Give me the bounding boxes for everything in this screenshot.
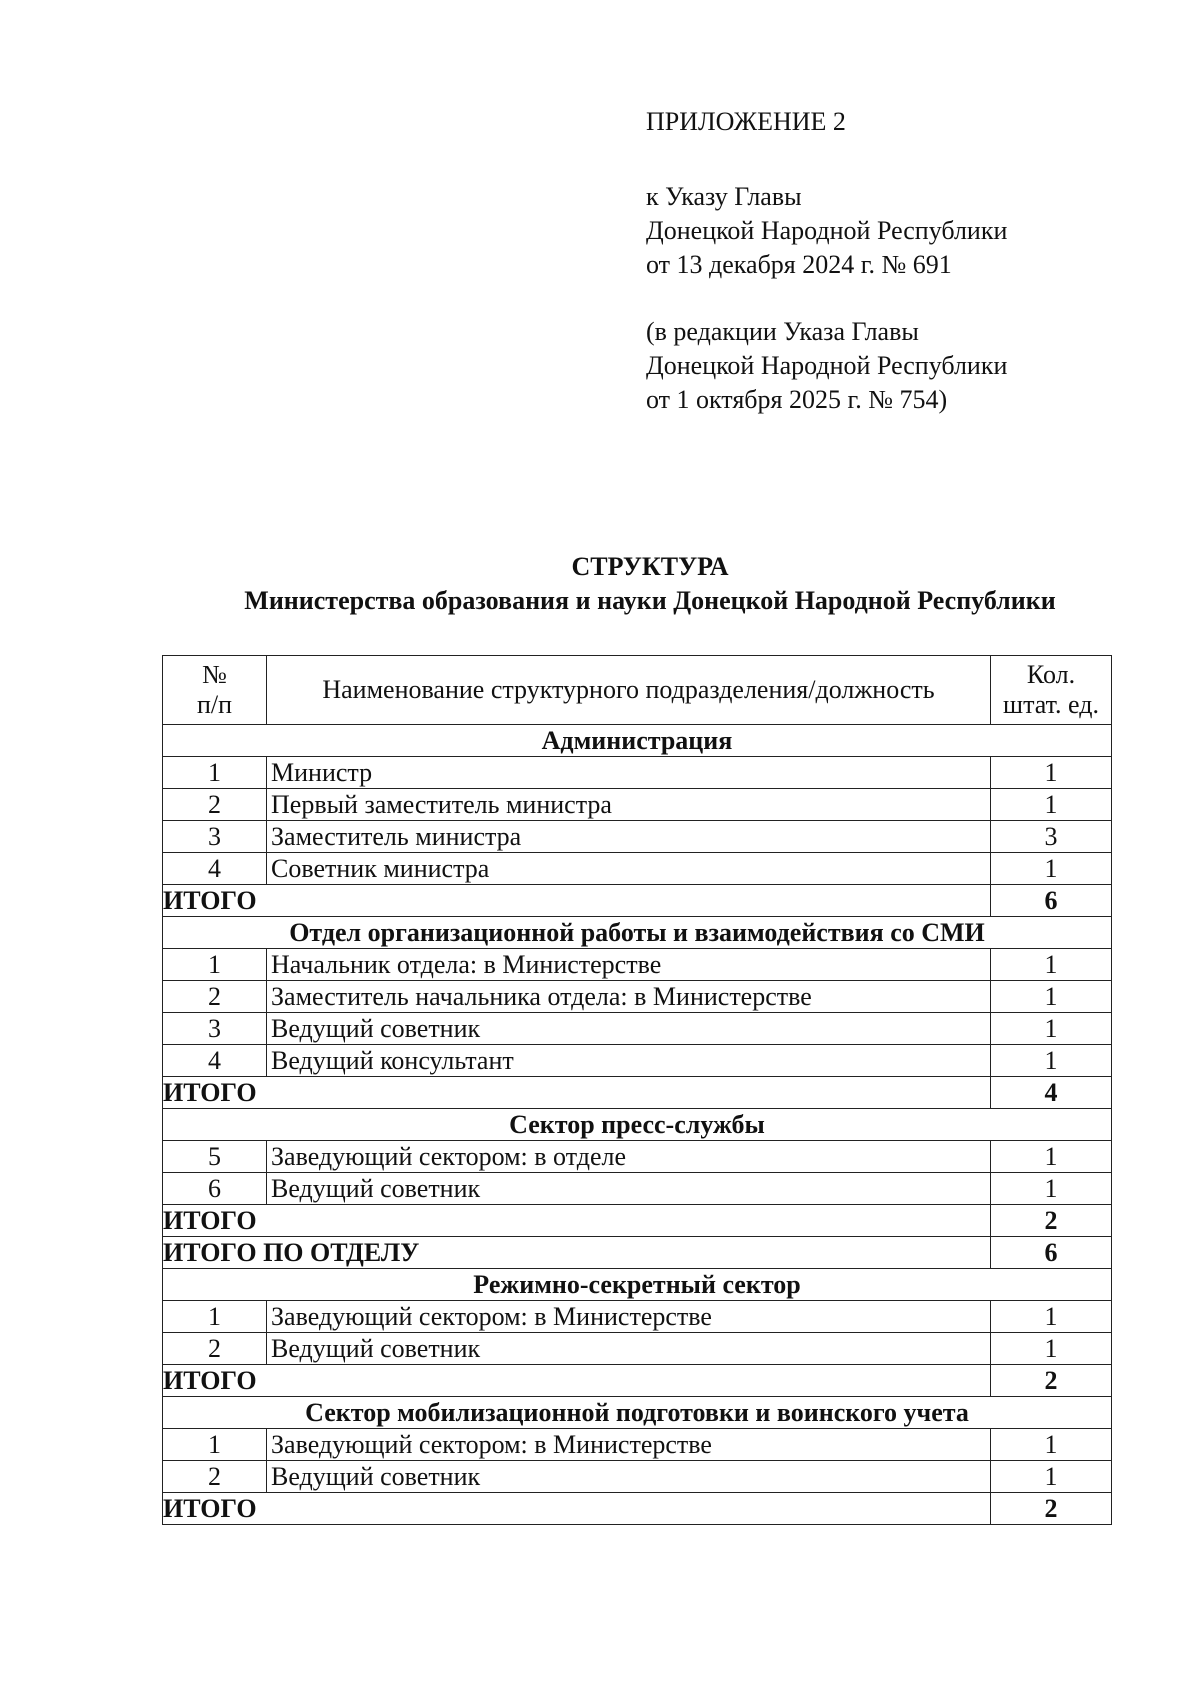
header-count-line1: Кол.: [1026, 660, 1076, 689]
table-row: [163, 1429, 1112, 1461]
row-number: 2: [163, 981, 267, 1013]
table-row: [163, 1333, 1112, 1365]
header-num-line1: №: [202, 660, 227, 689]
total-row: [163, 885, 1112, 917]
total-label: ИТОГО: [163, 1077, 991, 1109]
total-row: [163, 1205, 1112, 1237]
section-title: Режимно-секретный сектор: [163, 1269, 1112, 1301]
amendment-line: Донецкой Народной Республики: [646, 351, 1008, 380]
total-label: ИТОГО: [163, 1205, 991, 1237]
table-row: [163, 853, 1112, 885]
section-title: Администрация: [163, 725, 1112, 757]
total-row: [163, 1365, 1112, 1397]
decree-line: Донецкой Народной Республики: [646, 216, 1008, 245]
total-value: 4: [991, 1077, 1112, 1109]
total-value: 2: [991, 1205, 1112, 1237]
row-position-name: Ведущий консультант: [267, 1045, 991, 1077]
table-row: [163, 1301, 1112, 1333]
row-count: 1: [991, 949, 1112, 981]
row-count: 1: [991, 853, 1112, 885]
row-count: 3: [991, 821, 1112, 853]
total-label: ИТОГО: [163, 885, 991, 917]
row-position-name: Первый заместитель министра: [267, 789, 991, 821]
row-number: 5: [163, 1141, 267, 1173]
row-position-name: Ведущий советник: [267, 1013, 991, 1045]
row-position-name: Заместитель начальника отдела: в Министерстве: [267, 981, 991, 1013]
table-row: [163, 1461, 1112, 1493]
row-position-name: Заместитель министра: [267, 821, 991, 853]
decree-line: к Указу Главы: [646, 182, 802, 211]
header-count-line2: штат. ед.: [1003, 690, 1099, 719]
table-row: [163, 1013, 1112, 1045]
total-label: ИТОГО: [163, 1365, 991, 1397]
row-number: 1: [163, 1429, 267, 1461]
total-value: 2: [991, 1493, 1112, 1525]
row-number: 1: [163, 757, 267, 789]
row-position-name: Начальник отдела: в Министерстве: [267, 949, 991, 981]
row-position-name: Ведущий советник: [267, 1333, 991, 1365]
row-count: 1: [991, 1173, 1112, 1205]
header-num: [163, 656, 267, 725]
row-count: 1: [991, 1333, 1112, 1365]
amendment-line: (в редакции Указа Главы: [646, 317, 919, 346]
table-row: [163, 1141, 1112, 1173]
row-count: 1: [991, 789, 1112, 821]
row-number: 2: [163, 789, 267, 821]
header-num-line2: п/п: [196, 690, 233, 719]
row-number: 2: [163, 1461, 267, 1493]
table-body: [163, 725, 1112, 1525]
row-count: 1: [991, 1429, 1112, 1461]
amendment-reference: [646, 315, 1096, 417]
row-count: 1: [991, 981, 1112, 1013]
structure-table: [162, 655, 1112, 1525]
header-count: [991, 656, 1112, 725]
table-row: [163, 789, 1112, 821]
section-title: Сектор мобилизационной подготовки и воинского учета: [163, 1397, 1112, 1429]
table-row: [163, 949, 1112, 981]
document-title: СТРУКТУРА: [571, 552, 729, 581]
row-number: 4: [163, 1045, 267, 1077]
total-value: 2: [991, 1365, 1112, 1397]
decree-line: от 13 декабря 2024 г. № 691: [646, 250, 952, 279]
total-value: 6: [991, 885, 1112, 917]
total-row: [163, 1493, 1112, 1525]
section-header-row: [163, 1269, 1112, 1301]
amendment-line: от 1 октября 2025 г. № 754): [646, 385, 948, 414]
annex-title: [646, 105, 1096, 139]
row-number: 3: [163, 1013, 267, 1045]
section-header-row: [163, 1397, 1112, 1429]
section-title: Отдел организационной работы и взаимодействия со СМИ: [163, 917, 1112, 949]
row-count: 1: [991, 1013, 1112, 1045]
row-number: 2: [163, 1333, 267, 1365]
table-header-row: [163, 656, 1112, 725]
row-number: 1: [163, 1301, 267, 1333]
row-position-name: Ведущий советник: [267, 1173, 991, 1205]
table-row: [163, 1045, 1112, 1077]
row-position-name: Заведующий сектором: в Министерстве: [267, 1301, 991, 1333]
document-subtitle: Министерства образования и науки Донецкой Народной Республики: [244, 586, 1056, 615]
department-total-label: ИТОГО ПО ОТДЕЛУ: [163, 1237, 991, 1269]
row-number: 1: [163, 949, 267, 981]
table-row: [163, 757, 1112, 789]
row-number: 6: [163, 1173, 267, 1205]
row-count: 1: [991, 757, 1112, 789]
header-name: Наименование структурного подразделения/должность: [267, 656, 991, 725]
table-row: [163, 821, 1112, 853]
row-position-name: Заведующий сектором: в отделе: [267, 1141, 991, 1173]
total-row: [163, 1077, 1112, 1109]
section-header-row: [163, 1109, 1112, 1141]
table-row: [163, 981, 1112, 1013]
row-number: 3: [163, 821, 267, 853]
section-title: Сектор пресс-службы: [163, 1109, 1112, 1141]
annex-label: ПРИЛОЖЕНИЕ 2: [646, 107, 846, 136]
row-count: 1: [991, 1301, 1112, 1333]
table-row: [163, 1173, 1112, 1205]
row-count: 1: [991, 1461, 1112, 1493]
row-number: 4: [163, 853, 267, 885]
decree-reference: [646, 180, 1096, 282]
row-count: 1: [991, 1141, 1112, 1173]
row-position-name: Заведующий сектором: в Министерстве: [267, 1429, 991, 1461]
row-position-name: Ведущий советник: [267, 1461, 991, 1493]
row-count: 1: [991, 1045, 1112, 1077]
row-position-name: Министр: [267, 757, 991, 789]
row-position-name: Советник министра: [267, 853, 991, 885]
total-label: ИТОГО: [163, 1493, 991, 1525]
section-header-row: [163, 725, 1112, 757]
department-total-value: 6: [991, 1237, 1112, 1269]
department-total-row: [163, 1237, 1112, 1269]
section-header-row: [163, 917, 1112, 949]
